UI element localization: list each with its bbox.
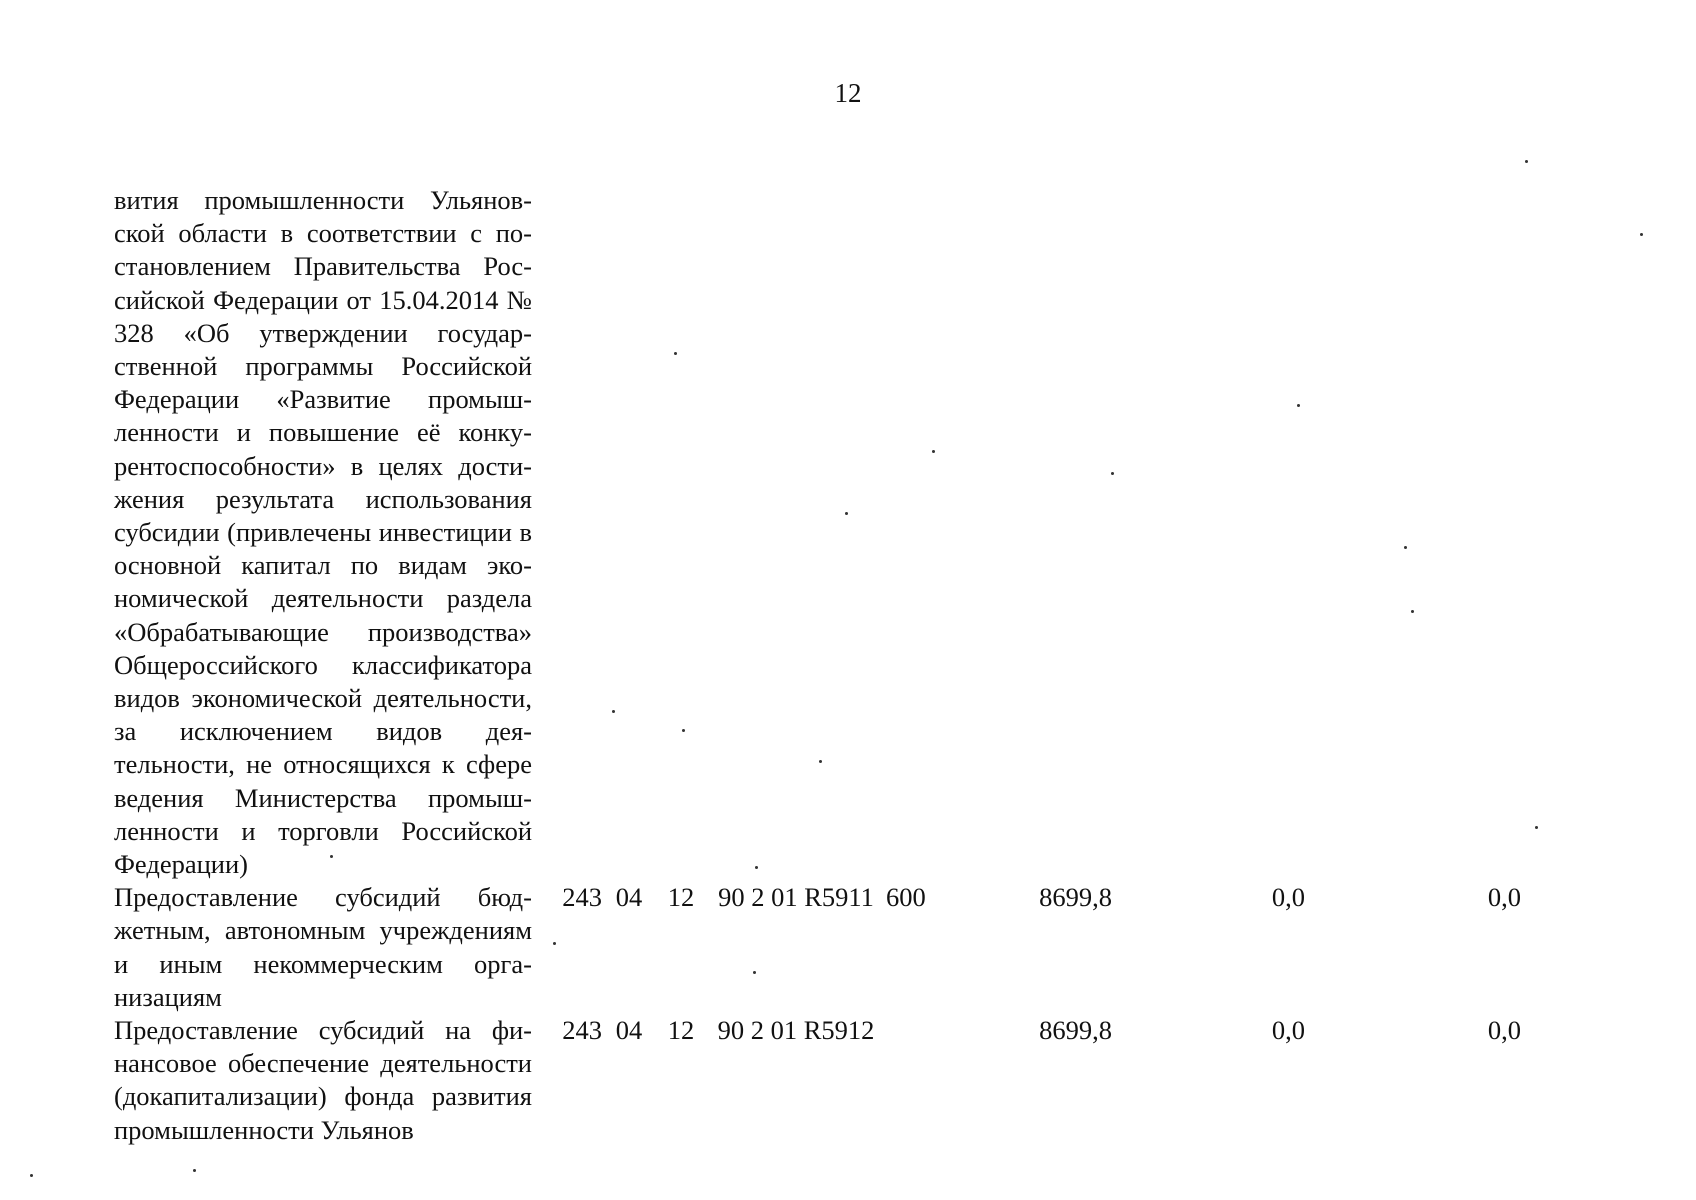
page-number: 12	[834, 78, 862, 108]
grbs-code: 243	[562, 882, 602, 913]
amount-year-2: 0,0	[1271, 1015, 1305, 1046]
amount-year-1	[932, 184, 1112, 881]
scan-speck	[193, 1169, 196, 1172]
section-code	[602, 184, 656, 881]
grbs-code: 243	[562, 1015, 602, 1046]
amount-year-2: 0,0	[1271, 882, 1305, 913]
scan-speck	[682, 729, 685, 732]
budget-table	[114, 184, 1521, 1147]
scan-speck	[1535, 826, 1538, 829]
scan-speck	[1525, 160, 1528, 163]
amount-year-1: 8699,8	[1039, 1015, 1112, 1046]
section-code: 04	[615, 1015, 643, 1046]
table-row	[114, 1014, 1521, 1147]
table-row	[114, 881, 1521, 1014]
subsection-code: 12	[667, 1015, 695, 1046]
scan-speck	[932, 450, 935, 453]
subsection-code: 12	[667, 882, 695, 913]
scan-speck	[553, 942, 556, 945]
expense-type-code	[886, 184, 932, 881]
scan-speck	[30, 1174, 33, 1177]
scan-speck	[612, 710, 615, 713]
amount-year-3: 0,0	[1487, 882, 1521, 913]
scan-speck	[845, 512, 848, 515]
grbs-code	[532, 184, 602, 881]
amount-year-2	[1112, 184, 1305, 881]
scan-speck	[1297, 404, 1300, 407]
expense-type-code	[886, 1014, 932, 1147]
row-description: вития промышленности Ульяновской области в соответствии с постановлением Правительства Российской Федерации от 15.04.2014 № 328 «Об утверждении государственной программы Российской Федерации «Развитие промышленности и повышение её конкурентоспособности» в целях достижения результата использования субсидии (привлечены инвестиции в основной капитал по видам экономической деятельности раздела «Обрабатывающие производства» Общероссийского классификатора видов экономической деятельности, за исключением видов деятельности, не относящихся к сфере ведения Министерства промышленности и торговли Российской Федерации)	[114, 185, 532, 880]
amount-year-1: 8699,8	[1039, 882, 1112, 913]
row-description: Предоставление субсидий бюджетным, автономным учреждениям и иным некоммерческим организациям	[114, 882, 532, 1012]
scan-speck	[1640, 233, 1643, 236]
table-row	[114, 184, 1521, 881]
scan-speck	[330, 855, 333, 858]
target-article-code: 90 2 01 R5911	[718, 882, 874, 913]
subsection-code	[656, 184, 706, 881]
scan-speck	[674, 352, 677, 355]
scan-speck	[1411, 610, 1414, 613]
scan-speck	[753, 971, 756, 974]
target-article-code	[706, 184, 886, 881]
amount-year-3	[1305, 184, 1521, 881]
amount-year-3: 0,0	[1487, 1015, 1521, 1046]
section-code: 04	[615, 882, 643, 913]
target-article-code: 90 2 01 R5912	[717, 1015, 875, 1046]
expense-type-code: 600	[886, 882, 926, 913]
scan-speck	[755, 866, 758, 869]
scan-speck	[819, 760, 822, 763]
scan-speck	[1404, 546, 1407, 549]
scan-speck	[1111, 472, 1114, 475]
row-description: Предоставление субсидий на финансовое обеспечение деятельности (докапитализации) фонда развития промышленности Ульянов	[114, 1015, 532, 1145]
